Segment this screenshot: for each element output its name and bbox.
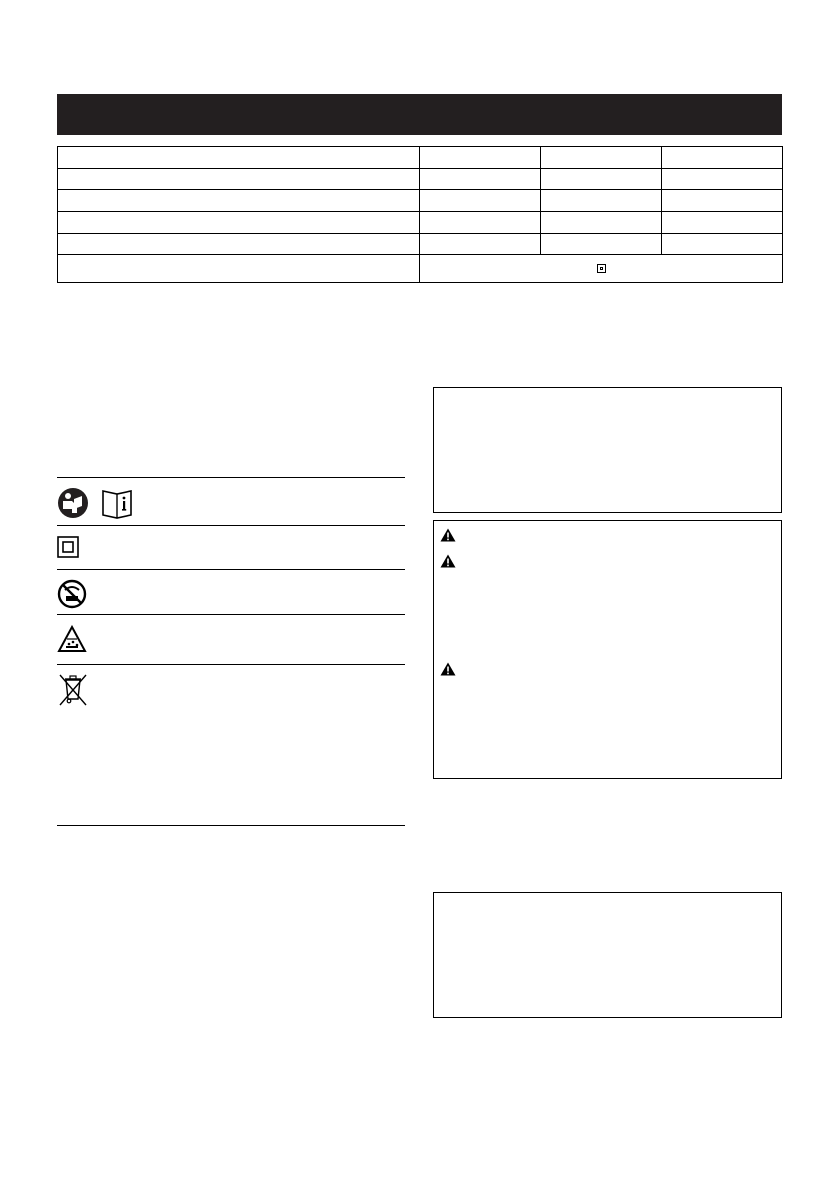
symbol-row-read-manual xyxy=(57,477,405,525)
table-row xyxy=(58,255,783,283)
table-cell xyxy=(58,190,420,212)
warning-box xyxy=(433,520,782,779)
crossed-wheelie-bin-icon xyxy=(57,673,89,707)
table-row xyxy=(58,211,783,233)
table-cell xyxy=(541,211,662,233)
table-cell xyxy=(58,233,420,255)
class-ii-double-insulation-icon xyxy=(57,536,79,558)
table-cell xyxy=(662,168,783,190)
symbol-row-no-wet xyxy=(57,569,405,614)
table-cell xyxy=(662,190,783,212)
table-row xyxy=(58,233,783,255)
table-row xyxy=(58,190,783,212)
table-row xyxy=(58,147,783,169)
table-cell xyxy=(662,233,783,255)
warning-triangle-icon xyxy=(440,554,456,568)
info-booklet-icon xyxy=(103,491,131,518)
table-cell xyxy=(662,147,783,169)
table-cell xyxy=(541,233,662,255)
symbol-row-class-ii xyxy=(57,525,405,569)
notice-box xyxy=(433,892,782,1018)
table-cell xyxy=(58,168,420,190)
table-cell xyxy=(541,147,662,169)
table-cell xyxy=(541,190,662,212)
class-ii-double-square-icon xyxy=(597,264,606,273)
symbol-row-disposal xyxy=(57,664,405,826)
table-cell xyxy=(662,211,783,233)
table-cell xyxy=(420,211,541,233)
symbols-list xyxy=(57,477,405,826)
table-cell-merged xyxy=(420,255,783,283)
table-cell xyxy=(420,147,541,169)
no-wet-hands-icon xyxy=(57,579,87,609)
read-manual-icon xyxy=(57,487,147,519)
table-cell xyxy=(58,255,420,283)
table-cell xyxy=(420,190,541,212)
specifications-table xyxy=(57,146,783,283)
symbol-row-debris-warning xyxy=(57,614,405,664)
table-cell xyxy=(420,233,541,255)
warning-triangle-icon xyxy=(440,662,456,676)
flying-debris-warning-icon xyxy=(57,625,87,653)
table-cell xyxy=(541,168,662,190)
notice-box xyxy=(433,387,782,513)
table-cell xyxy=(58,147,420,169)
table-cell xyxy=(58,211,420,233)
section-header-banner xyxy=(57,94,782,135)
warning-triangle-icon xyxy=(440,528,456,542)
table-row xyxy=(58,168,783,190)
table-cell xyxy=(420,168,541,190)
